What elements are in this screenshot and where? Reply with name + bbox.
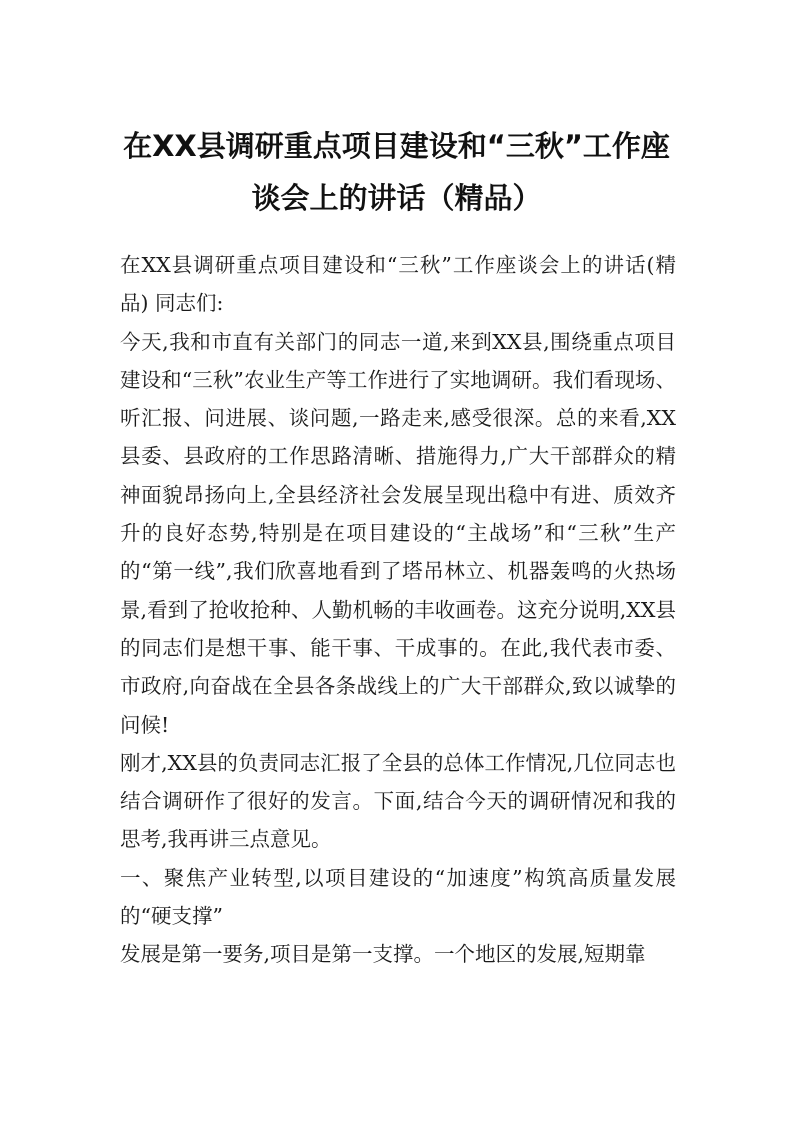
paragraph-transition: 刚才,XX县的负责同志汇报了全县的总体工作情况,几位同志也结合调研作了很好的发言。下面,结合今天的调研情况和我的思考,我再讲三点意见。 — [120, 750, 676, 852]
section-heading-1: 一、聚焦产业转型,以项目建设的“加速度”构筑高质量发展的“硬支撑” — [120, 865, 676, 929]
paragraph-opening: 今天,我和市直有关部门的同志一道,来到XX县,围绕重点项目建设和“三秋”农业生产等工作进行了实地调研。我们看现场、听汇报、问进展、谈问题,一路走来,感受很深。总的来看,XX县委、县政府的工作思路清晰、措施得力,广大干部群众的精神面貌昂扬向上,全县经济社会发展呈现出稳中有进、质效齐升的良好态势,特别是在项目建设的“主战场”和“三秋”生产的“第一线”,我们欣喜地看到了塔吊林立、机器轰鸣的火热场景,看到了抢收抢种、人勤机畅的丰收画卷。这充分说明,XX县的同志们是想干事、能干事、干成事的。在此,我代表市委、市政府,向奋战在全县各条战线上的广大干部群众,致以诚挚的问候! — [120, 329, 676, 737]
paragraph-section-1: 发展是第一要务,项目是第一支撑。一个地区的发展,短期靠 — [120, 942, 646, 967]
paragraph-intro: 在XX县调研重点项目建设和“三秋”工作座谈会上的讲话(精品) 同志们: — [120, 253, 676, 316]
document-title: 在XX县调研重点项目建设和“三秋”工作座谈会上的讲话（精品） — [123, 129, 670, 215]
document-body — [120, 246, 676, 974]
